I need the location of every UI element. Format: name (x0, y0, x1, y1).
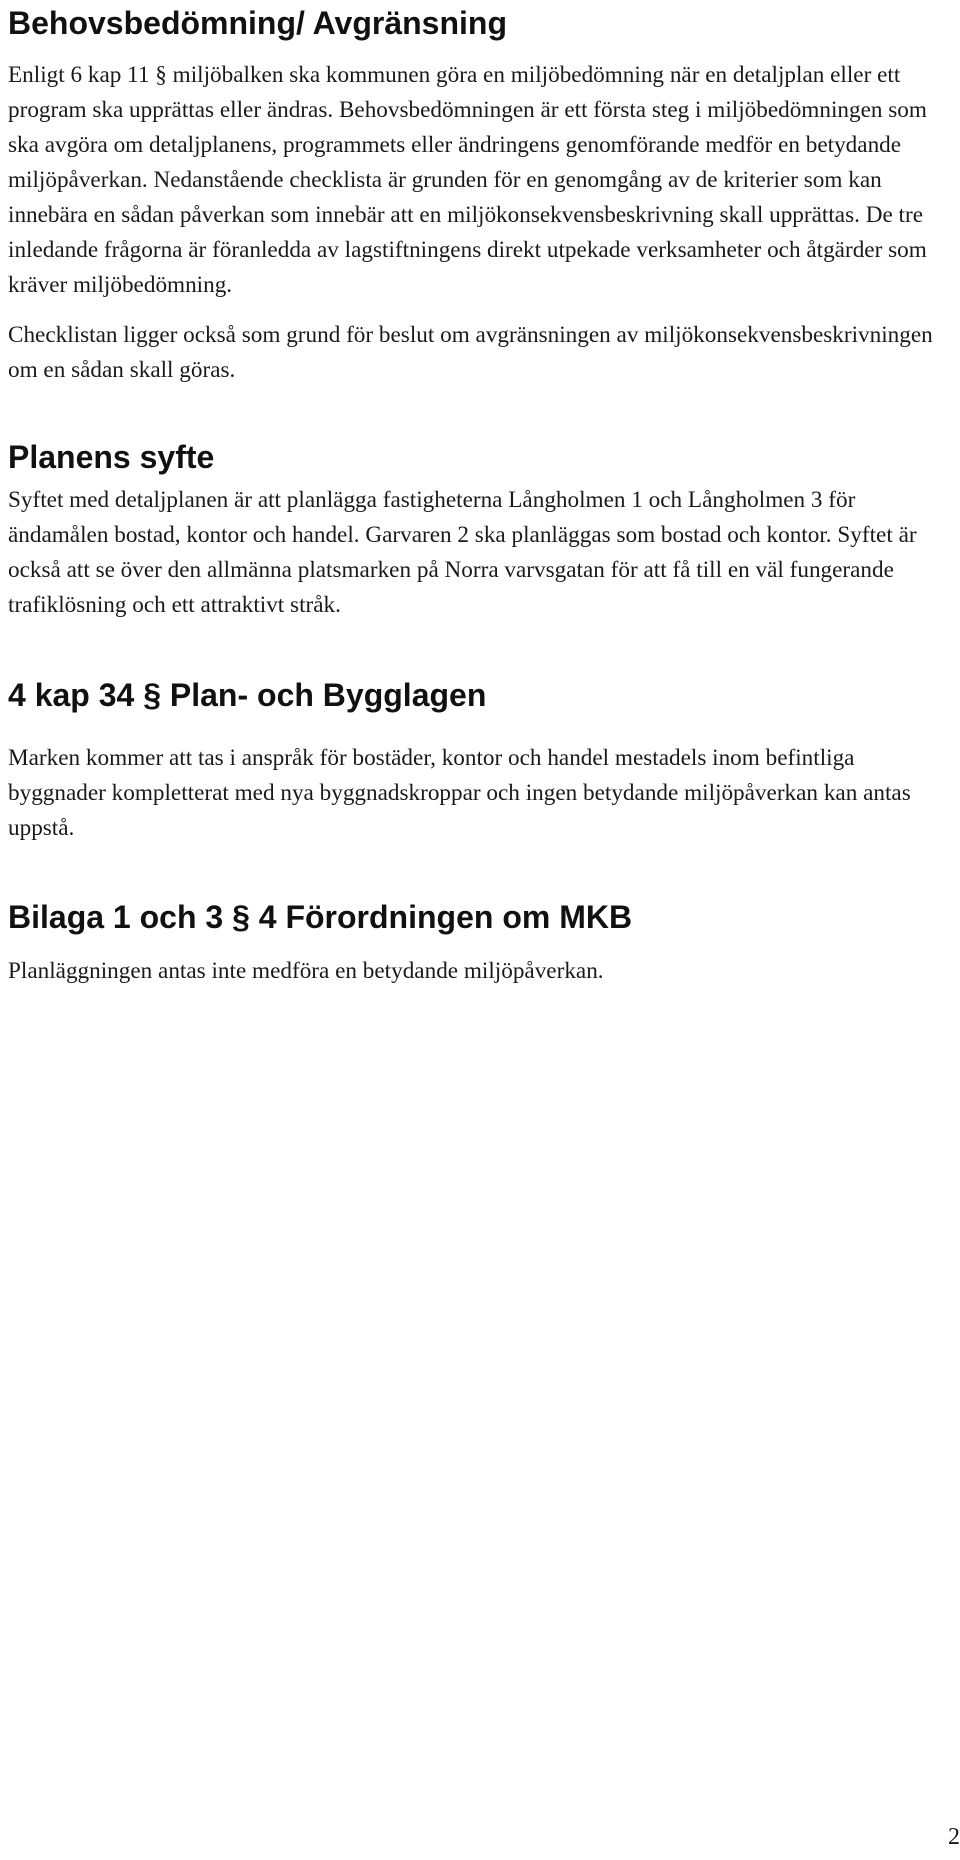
section-heading-plan-och-bygglagen: 4 kap 34 § Plan- och Bygglagen (8, 677, 487, 713)
page-number: 2 (948, 1824, 960, 1850)
section-heading-forordningen-om-mkb: Bilaga 1 och 3 § 4 Förordningen om MKB (8, 899, 633, 935)
paragraph-forordningen-om-mkb: Planläggningen antas inte medföra en betydande miljöpåverkan. (8, 958, 604, 984)
paragraph-checklistan: Checklistan ligger också som grund för beslut om avgränsningen av miljökonsekvensbeskrivningen om en sådan skall göras. (8, 322, 933, 383)
section-heading-planens-syfte: Planens syfte (8, 439, 215, 475)
paragraph-plan-och-bygglagen: Marken kommer att tas i anspråk för bostäder, kontor och handel mestadels inom befintliga byggnader kompletterat med nya byggnadskroppar och ingen betydande miljöpåverkan kan antas uppstå. (8, 745, 911, 841)
paragraph-planens-syfte: Syftet med detaljplanen är att planlägga fastigheterna Långholmen 1 och Långholmen 3 för ändamålen bostad, kontor och handel. Garvaren 2 ska planläggas som bostad och kontor. Syftet är också att se över den allmänna platsmarken på Norra varvsgatan för att få till en väl fungerande trafiklösning och ett attraktivt stråk. (8, 487, 917, 618)
document-page (8, 0, 952, 989)
paragraph-behovsbedomning-intro: Enligt 6 kap 11 § miljöbalken ska kommunen göra en miljöbedömning när en detaljplan eller ett program ska upprättas eller ändras. Behovsbedömningen är ett första steg i miljöbedömningen som ska avgöra om detaljplanens, programmets eller ändringens genomförande medför en betydande miljöpåverkan. Nedanstående checklista är grunden för en genomgång av de kriterier som kan innebära en sådan påverkan som innebär att en miljökonsekvensbeskrivning skall upprättas. De tre inledande frågorna är föranledda av lagstiftningens direkt utpekade verksamheter och åtgärder som kräver miljöbedömning. (8, 62, 927, 298)
section-heading-behovsbedomning: Behovsbedömning/ Avgränsning (8, 5, 507, 41)
